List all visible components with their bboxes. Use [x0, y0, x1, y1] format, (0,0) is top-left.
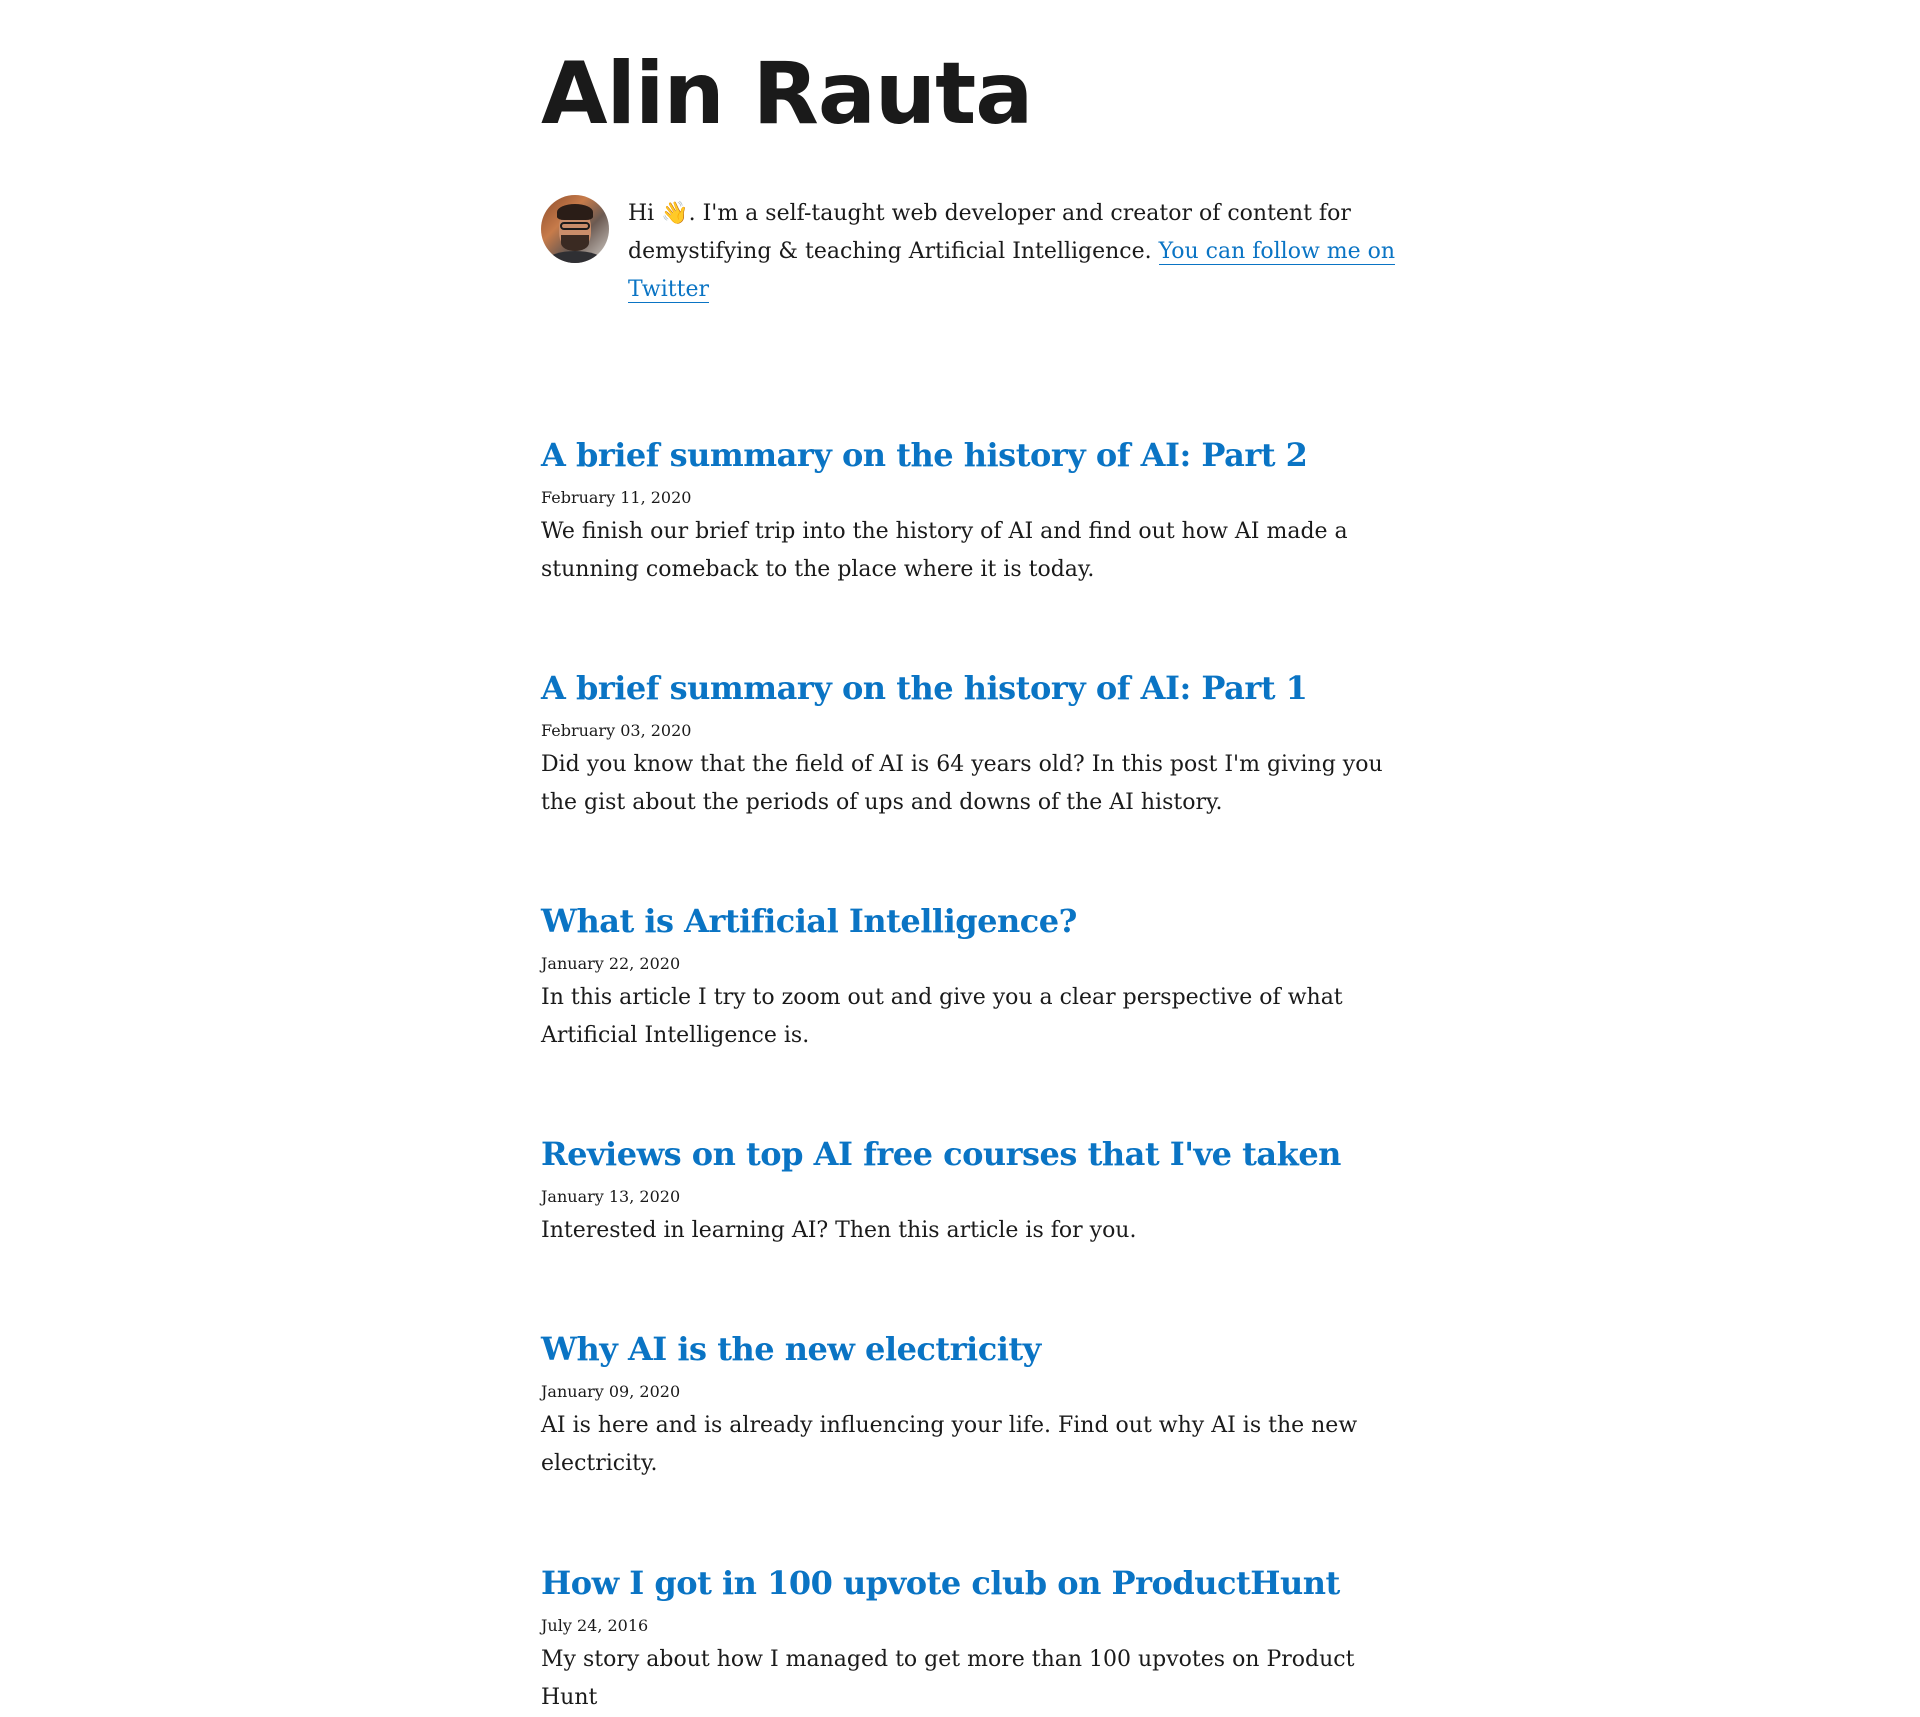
post-excerpt: AI is here and is already influencing your life. Find out why AI is the new electricity.: [541, 1413, 1358, 1476]
post-date: January 09, 2020: [541, 1382, 681, 1401]
post-title-link[interactable]: How I got in 100 upvote club on ProductHunt: [541, 1564, 1340, 1602]
post-date: July 24, 2016: [541, 1616, 649, 1635]
post-excerpt: In this article I try to zoom out and give you a clear perspective of what Artificial Intelligence is.: [541, 985, 1343, 1048]
bio-text: [628, 195, 1401, 309]
post-excerpt: Did you know that the field of AI is 64 years old? In this post I'm giving you the gist about the periods of ups and downs of the AI history.: [541, 752, 1383, 815]
post-excerpt: My story about how I managed to get more than 100 upvotes on Product Hunt: [541, 1647, 1355, 1710]
twitter-follow-link[interactable]: You can follow me on Twitter: [628, 239, 1396, 302]
post-title-link[interactable]: Reviews on top AI free courses that I've taken: [541, 1135, 1341, 1173]
post-title[interactable]: [541, 1132, 1401, 1176]
post-title[interactable]: [541, 433, 1401, 477]
site-title[interactable]: Alin Rauta: [541, 44, 1033, 144]
post-title[interactable]: [541, 1327, 1401, 1371]
post-title-link[interactable]: A brief summary on the history of AI: Part 2: [541, 436, 1308, 474]
post-title-link[interactable]: A brief summary on the history of AI: Part 1: [541, 669, 1308, 707]
post-item: [541, 1327, 1401, 1483]
post-date: February 11, 2020: [541, 488, 692, 507]
post-excerpt: Interested in learning AI? Then this article is for you.: [541, 1218, 1137, 1243]
post-title[interactable]: [541, 1561, 1401, 1605]
post-item: [541, 899, 1401, 1055]
post-item: [541, 1561, 1401, 1717]
post-title[interactable]: [541, 666, 1401, 710]
bio-section: [541, 195, 1401, 309]
post-date: February 03, 2020: [541, 721, 692, 740]
post-title-link[interactable]: Why AI is the new electricity: [541, 1330, 1041, 1368]
post-item: [541, 666, 1401, 822]
post-excerpt: We finish our brief trip into the history of AI and find out how AI made a stunning comeback to the place where it is today.: [541, 519, 1348, 582]
post-date: January 22, 2020: [541, 954, 681, 973]
post-title-link[interactable]: What is Artificial Intelligence?: [541, 902, 1077, 940]
bio-intro: Hi 👋. I'm a self-taught web developer and creator of content for demystifying & teaching Artificial Intelligence.: [628, 201, 1351, 264]
post-item: [541, 433, 1401, 589]
post-item: [541, 1132, 1401, 1250]
post-date: January 13, 2020: [541, 1187, 681, 1206]
post-title[interactable]: [541, 899, 1401, 943]
avatar: [541, 195, 609, 263]
